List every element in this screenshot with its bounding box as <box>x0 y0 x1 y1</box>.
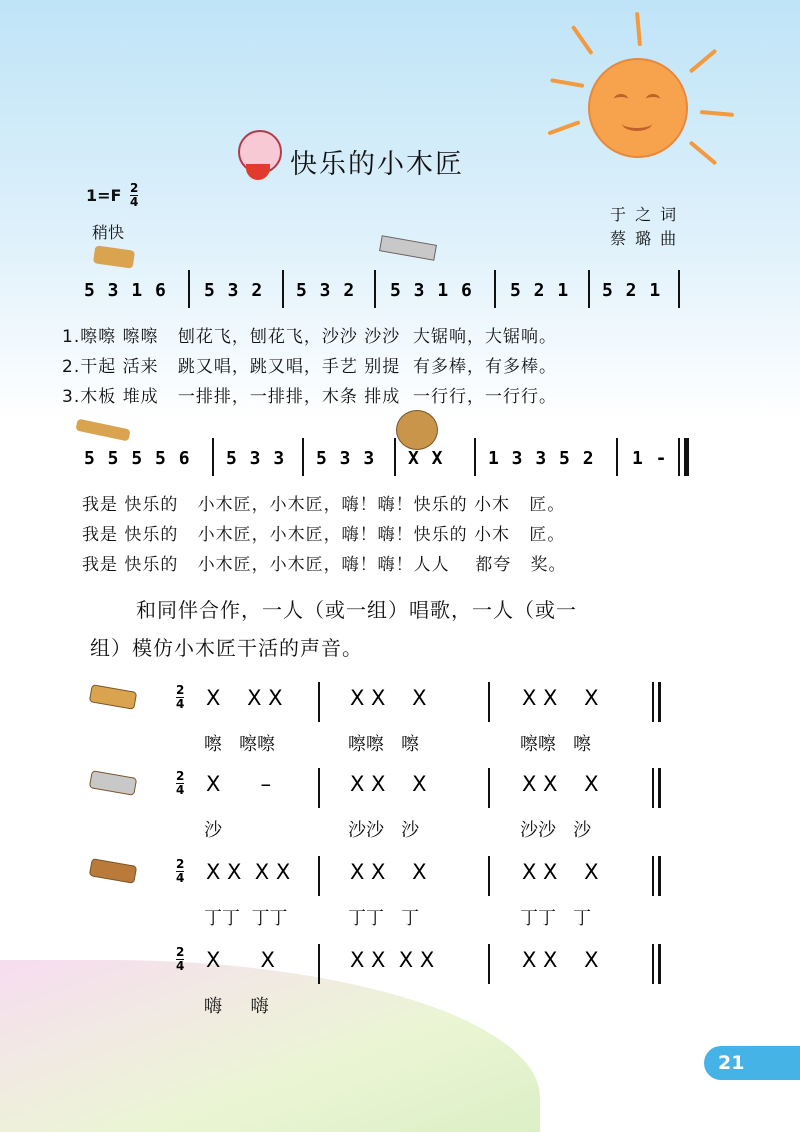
score2-measure-6: 1 - <box>632 448 668 469</box>
barline <box>394 438 396 476</box>
time-bottom: 4 <box>176 871 185 885</box>
mascot-icon <box>236 128 280 184</box>
saw-icon <box>89 770 137 796</box>
barline <box>488 768 490 808</box>
key-signature: 1=F <box>86 186 122 205</box>
sun-ray <box>700 110 734 117</box>
time-signature <box>176 684 184 711</box>
rhythm-word: 沙 <box>204 820 222 841</box>
score1-measure-1: 5 3 1 6 <box>84 280 167 301</box>
barline <box>188 270 190 308</box>
rhythm-word: 丁丁 丁丁 <box>204 908 288 929</box>
score1-lyric-3: 3.木板 堆成 一排排，一排排，木条 排成 一行行，一行行。 <box>62 387 558 407</box>
rhythm-word: 丁丁 丁 <box>348 908 420 929</box>
rhythm-measure: X X X <box>522 772 599 796</box>
final-barline-thick <box>658 768 661 808</box>
rhythm-measure: X X <box>206 948 275 972</box>
score1-lyric-1: 1.嚓嚓 嚓嚓 刨花飞，刨花飞，沙沙 沙沙 大锯响，大锯响。 <box>62 327 558 347</box>
final-barline-thick <box>658 682 661 722</box>
time-bottom: 4 <box>176 959 185 973</box>
final-barline <box>678 438 680 476</box>
time-bottom: 4 <box>176 697 185 711</box>
tempo-marking: 稍快 <box>92 223 125 242</box>
time-signature <box>130 182 138 209</box>
instruction-line-1: 和同伴合作，一人（或一组）唱歌，一人（或一 <box>136 598 577 622</box>
rhythm-word: 丁丁 丁 <box>520 908 592 929</box>
hammer-icon <box>89 858 137 884</box>
barline <box>494 270 496 308</box>
lyricist-credit: 于 之 词 <box>610 205 679 224</box>
sun-icon <box>588 58 688 158</box>
rhythm-measure: X X X <box>350 772 427 796</box>
plane-icon <box>89 684 137 710</box>
barline <box>588 270 590 308</box>
score2-measure-1: 5 5 5 5 6 <box>84 448 191 469</box>
rhythm-word: 沙沙 沙 <box>348 820 420 841</box>
rhythm-measure: X X X X <box>206 860 291 884</box>
barline <box>302 438 304 476</box>
score2-lyric-2: 我是 快乐的 小木匠，小木匠，嗨！嗨！快乐的 小木 匠。 <box>82 525 566 545</box>
sun-ray <box>547 120 580 135</box>
rhythm-word: 嚓嚓 嚓 <box>520 734 592 755</box>
time-bottom: 4 <box>176 783 185 797</box>
time-top: 2 <box>176 945 185 959</box>
score2-measure-4: X X <box>408 448 444 469</box>
barline <box>488 856 490 896</box>
illustration-background <box>0 960 540 1132</box>
final-barline <box>652 682 654 722</box>
final-barline-thick <box>658 856 661 896</box>
time-signature <box>176 770 184 797</box>
score1-measure-3: 5 3 2 <box>296 280 356 301</box>
rhythm-word: 嚓嚓 嚓 <box>348 734 420 755</box>
time-top: 2 <box>130 181 139 195</box>
sun-ray <box>550 78 584 88</box>
score1-measure-6: 5 2 1 <box>602 280 662 301</box>
rhythm-measure: X X X <box>522 948 599 972</box>
score2-measure-3: 5 3 3 <box>316 448 376 469</box>
time-top: 2 <box>176 769 185 783</box>
barline <box>374 270 376 308</box>
final-barline <box>652 856 654 896</box>
score1-lyric-2: 2.干起 活来 跳又唱，跳又唱，手艺 别提 有多棒，有多棒。 <box>62 357 558 377</box>
barline <box>488 682 490 722</box>
barline <box>318 768 320 808</box>
time-top: 2 <box>176 857 185 871</box>
plane-icon <box>93 245 135 268</box>
score2-lyric-1: 我是 快乐的 小木匠，小木匠，嗨！嗨！快乐的 小木 匠。 <box>82 495 566 515</box>
rhythm-measure: X X X <box>522 860 599 884</box>
barline <box>318 856 320 896</box>
bear-icon <box>396 410 438 450</box>
barline <box>616 438 618 476</box>
time-top: 2 <box>176 683 185 697</box>
rhythm-measure: X X X <box>350 860 427 884</box>
page-title: 快乐的小木匠 <box>290 149 464 180</box>
time-signature <box>176 946 184 973</box>
rhythm-measure: X X X <box>522 686 599 710</box>
score1-measure-5: 5 2 1 <box>510 280 570 301</box>
barline <box>678 270 680 308</box>
final-barline <box>652 944 654 984</box>
barline <box>318 682 320 722</box>
final-barline-thick <box>684 438 689 476</box>
time-bottom: 4 <box>130 195 139 209</box>
sun-ray <box>571 25 594 55</box>
time-signature <box>176 858 184 885</box>
score2-measure-5: 1 3 3 5 2 <box>488 448 595 469</box>
sun-ray <box>635 12 642 46</box>
barline <box>488 944 490 984</box>
sun-ray <box>689 49 718 74</box>
rhythm-word: 嚓 嚓嚓 <box>204 734 276 755</box>
rhythm-word: 嗨 嗨 <box>204 996 269 1017</box>
composer-credit: 蔡 璐 曲 <box>610 229 679 248</box>
rhythm-measure: X X X X <box>350 948 435 972</box>
score1-measure-2: 5 3 2 <box>204 280 264 301</box>
score2-measure-2: 5 3 3 <box>226 448 286 469</box>
page-number: 21 <box>704 1046 800 1080</box>
hammer-icon <box>75 419 130 442</box>
saw-icon <box>379 235 437 260</box>
rhythm-measure: X X X <box>350 686 427 710</box>
rhythm-measure: X – <box>206 772 271 796</box>
instruction-line-2: 组）模仿小木匠干活的声音。 <box>90 636 363 660</box>
final-barline <box>652 768 654 808</box>
barline <box>282 270 284 308</box>
barline <box>474 438 476 476</box>
barline <box>318 944 320 984</box>
score2-lyric-3: 我是 快乐的 小木匠，小木匠，嗨！嗨！人人 都夸 奖。 <box>82 555 567 575</box>
barline <box>212 438 214 476</box>
rhythm-measure: X X X <box>206 686 283 710</box>
score1-measure-4: 5 3 1 6 <box>390 280 473 301</box>
sun-ray <box>689 140 718 165</box>
rhythm-word: 沙沙 沙 <box>520 820 592 841</box>
final-barline-thick <box>658 944 661 984</box>
